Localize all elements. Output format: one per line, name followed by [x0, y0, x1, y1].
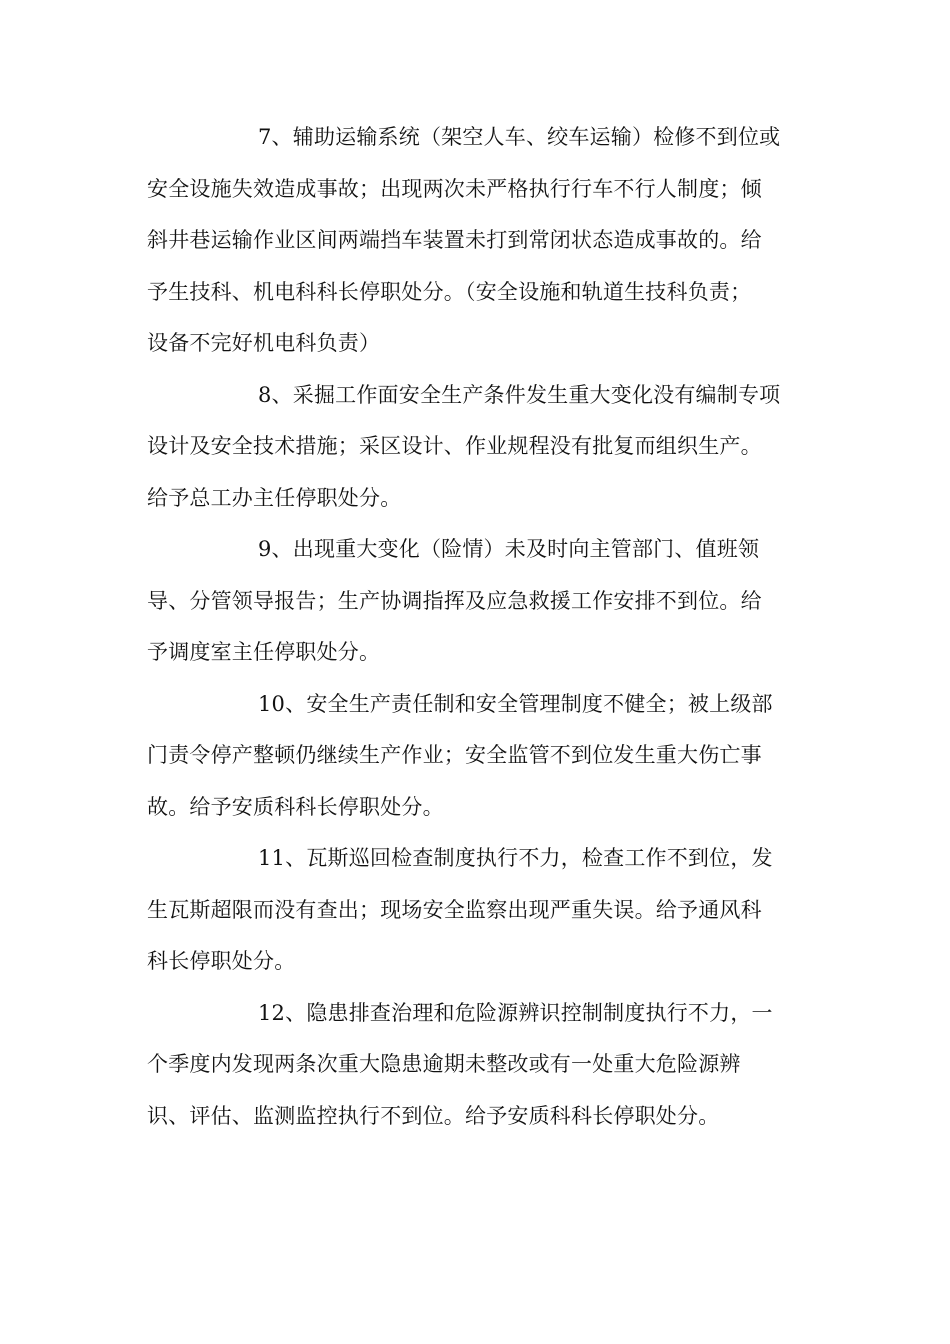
- paragraph-line: 斜井巷运输作业区间两端挡车装置未打到常闭状态造成事故的。给: [147, 228, 762, 252]
- paragraph-line: 9、出现重大变化（险情）未及时向主管部门、值班领: [258, 537, 760, 561]
- paragraph-line: 门责令停产整顿仍继续生产作业；安全监管不到位发生重大伤亡事: [147, 743, 762, 767]
- paragraph-line: 个季度内发现两条次重大隐患逾期未整改或有一处重大危险源辨: [147, 1052, 741, 1076]
- paragraph-9: [147, 524, 807, 679]
- paragraph-line: 12、隐患排查治理和危险源辨识控制制度执行不力，一: [258, 1000, 773, 1025]
- paragraph-line: 予生技科、机电科科长停职处分。（安全设施和轨道生技科负责；: [147, 279, 752, 304]
- paragraph-line: 给予总工办主任停职处分。: [147, 485, 402, 510]
- paragraph-11: [147, 833, 807, 988]
- paragraph-line: 设计及安全技术措施；采区设计、作业规程没有批复而组织生产。: [147, 434, 762, 458]
- paragraph-line: 设备不完好机电科负责）: [147, 331, 381, 355]
- paragraph-line: 予调度室主任停职处分。: [147, 640, 381, 664]
- paragraph-line: 8、采掘工作面安全生产条件发生重大变化没有编制专项: [258, 382, 781, 407]
- paragraph-7: [147, 112, 807, 370]
- paragraph-line: 7、辅助运输系统（架空人车、绞车运输）检修不到位或: [258, 125, 781, 149]
- document-body: [147, 112, 807, 1142]
- paragraph-8: [147, 370, 807, 525]
- paragraph-line: 11、瓦斯巡回检查制度执行不力，检查工作不到位，发: [258, 846, 773, 870]
- paragraph-line: 故。给予安质科科长停职处分。: [147, 794, 444, 819]
- paragraph-line: 安全设施失效造成事故；出现两次未严格执行行车不行人制度；倾: [147, 176, 762, 201]
- paragraph-line: 识、评估、监测监控执行不到位。给予安质科科长停职处分。: [147, 1103, 720, 1128]
- paragraph-line: 生瓦斯超限而没有查出；现场安全监察出现严重失误。给予通风科: [147, 897, 762, 922]
- paragraph-line: 科长停职处分。: [147, 949, 296, 973]
- paragraph-12: [147, 988, 807, 1143]
- paragraph-line: 10、安全生产责任制和安全管理制度不健全；被上级部: [258, 691, 773, 716]
- paragraph-10: [147, 679, 807, 834]
- paragraph-line: 导、分管领导报告；生产协调指挥及应急救援工作安排不到位。给: [147, 588, 762, 613]
